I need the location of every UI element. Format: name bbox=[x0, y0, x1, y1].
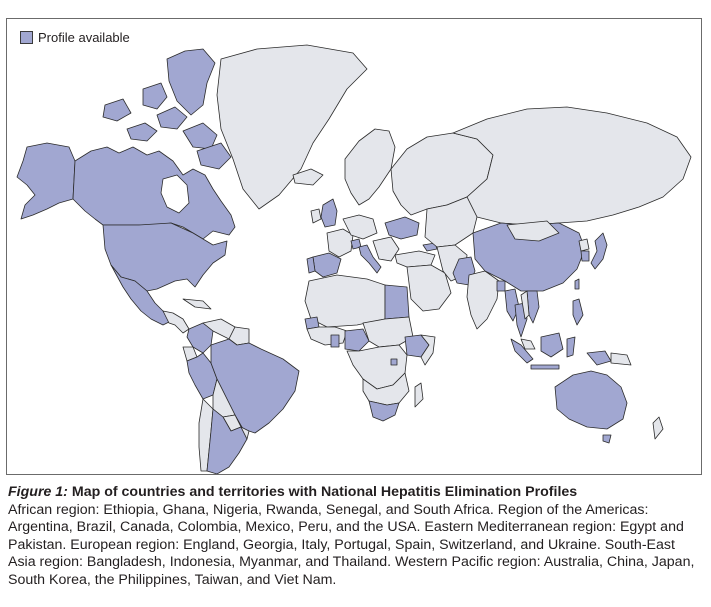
country-greenland bbox=[217, 45, 367, 209]
country-france bbox=[327, 229, 353, 257]
country-bangladesh bbox=[497, 281, 505, 291]
country-indonesia-java bbox=[531, 365, 559, 369]
world-map-svg bbox=[7, 19, 701, 474]
country-norway-sweden-finland bbox=[345, 129, 395, 205]
country-indonesia-borneo bbox=[541, 333, 563, 357]
country-nigeria bbox=[345, 329, 369, 351]
country-indonesia-sulawesi bbox=[567, 337, 575, 357]
country-turkey bbox=[395, 251, 435, 267]
country-egypt bbox=[385, 285, 409, 319]
country-spain bbox=[313, 253, 341, 277]
country-west-africa bbox=[307, 327, 347, 345]
legend-swatch bbox=[20, 31, 33, 44]
country-india bbox=[467, 271, 499, 329]
country-madagascar bbox=[415, 383, 423, 407]
country-tasmania bbox=[603, 435, 611, 443]
country-ireland bbox=[311, 209, 321, 223]
country-new-zealand bbox=[653, 417, 663, 439]
country-south-africa bbox=[369, 401, 399, 421]
country-japan bbox=[591, 233, 607, 269]
country-png bbox=[611, 353, 631, 365]
figure-caption bbox=[8, 484, 703, 590]
caption-title-line bbox=[8, 484, 703, 502]
map-legend bbox=[20, 30, 130, 45]
country-korea-north bbox=[579, 239, 589, 251]
country-papua bbox=[587, 351, 611, 365]
country-canada-arctic-4 bbox=[167, 49, 215, 115]
country-usa-alaska bbox=[17, 143, 75, 219]
country-canada-arctic-3 bbox=[183, 123, 217, 149]
country-ghana bbox=[331, 335, 339, 347]
caption-body: African region: Ethiopia, Ghana, Nigeria, Rwanda, Senegal, and South Africa. Region of the Americas: Argentina, Brazil, Canada, Colombia, Mexico, Peru, and the USA. Eastern Mediterranean region: Egypt and Pakistan. European region: England, Georgia, Italy, Portugal, Spain, Switzerland, and Ukraine. South-East Asia region: Bangladesh, Indonesia, Myanmar, and Thailand. Western Pacific region: Australia, China, Japan, South Korea, the Philippines, Taiwan, and Viet Nam. bbox=[8, 501, 695, 588]
country-taiwan bbox=[575, 279, 579, 289]
country-ukraine bbox=[385, 217, 419, 239]
country-canada-arctic-2 bbox=[157, 107, 187, 129]
country-cuba bbox=[183, 299, 211, 309]
country-canada-arctic-5 bbox=[143, 83, 167, 109]
figure-title: Map of countries and territories with National Hepatitis Elimination Profiles bbox=[71, 484, 578, 500]
legend-label: Profile available bbox=[38, 30, 130, 45]
country-south-korea bbox=[581, 251, 589, 261]
country-australia bbox=[555, 371, 627, 429]
country-rwanda bbox=[391, 359, 397, 365]
country-balkans bbox=[373, 237, 399, 261]
country-philippines bbox=[573, 299, 583, 325]
country-canada-arctic-1 bbox=[127, 123, 157, 141]
country-viet-nam bbox=[527, 291, 539, 323]
figure-label: Figure 1: bbox=[8, 484, 68, 500]
country-england bbox=[321, 199, 337, 227]
world-map bbox=[6, 18, 702, 475]
country-canada-arctic-6 bbox=[103, 99, 131, 121]
